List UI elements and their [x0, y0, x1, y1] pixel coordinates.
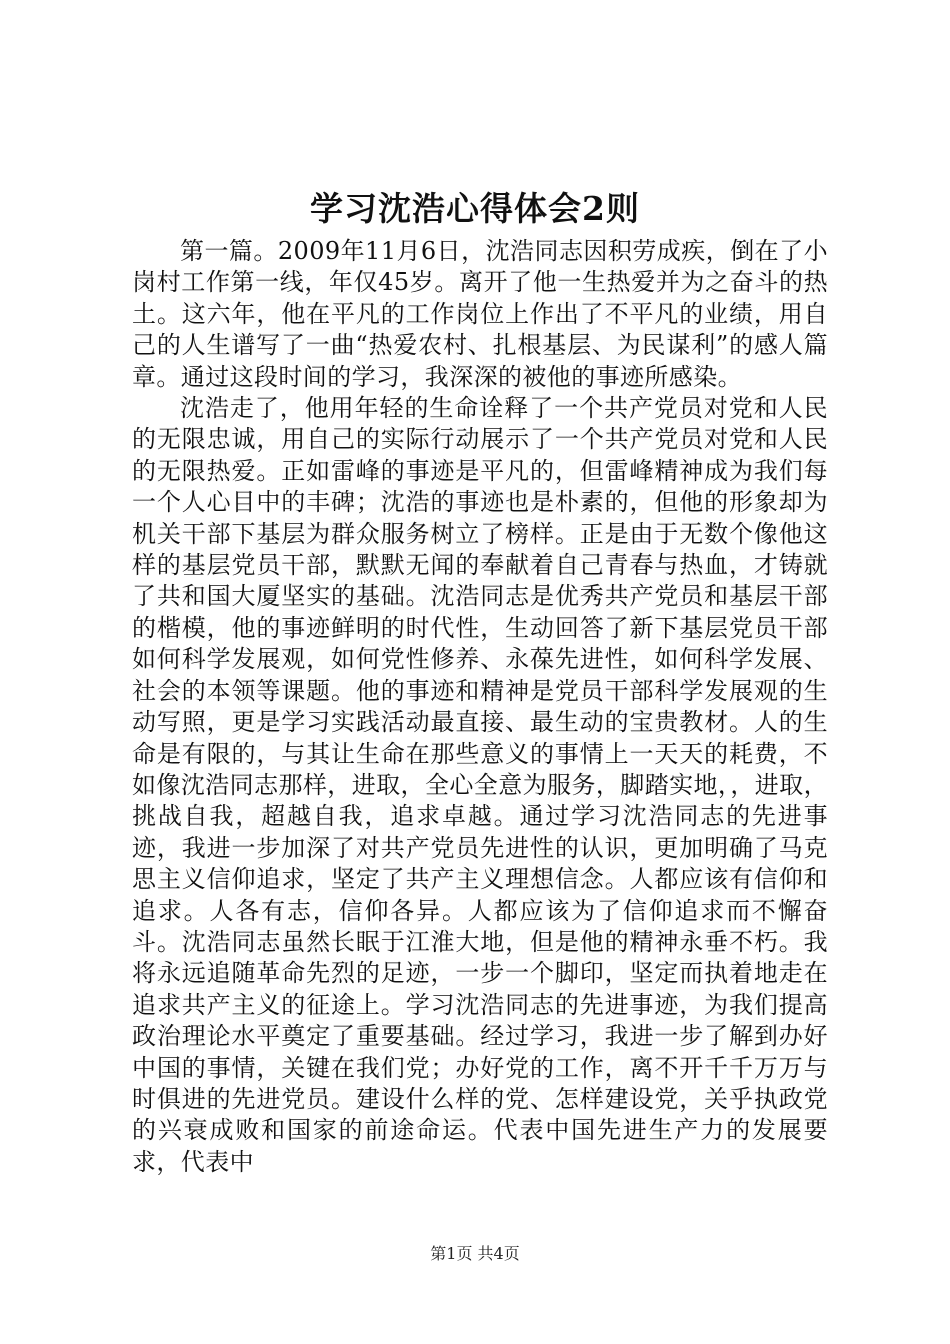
paragraph-2: 沈浩走了，他用年轻的生命诠释了一个共产党员对党和人民的无限忠诚，用自己的实际行动展示了一个共产党员对党和人民的无限热爱。正如雷峰的事迹是平凡的，但雷峰精神成为我们每一个人心目中的丰碑；沈浩的事迹也是朴素的，但他的形象却为机关干部下基层为群众服务树立了榜样。正是由于无数个像他这样的基层党员干部，默默无闻的奉献着自己青春与热血，才铸就了共和国大厦坚实的基础。沈浩同志是优秀共产党员和基层干部的楷模，他的事迹鲜明的时代性，生动回答了新下基层党员干部如何科学发展观，如何党性修养、永葆先进性，如何科学发展、社会的本领等课题。他的事迹和精神是党员干部科学发展观的生动写照，更是学习实践活动最直接、最生动的宝贵教材。人的生命是有限的，与其让生命在那些意义的事情上一天天的耗费，不如像沈浩同志那样，进取，全心全意为服务，脚踏实地，，进取，挑战自我，超越自我，追求卓越。通过学习沈浩同志的先进事迹，我进一步加深了对共产党员先进性的认识，更加明确了马克思主义信仰追求，坚定了共产主义理想信念。人都应该有信仰和追求。人各有志，信仰各异。人都应该为了信仰追求而不懈奋斗。沈浩同志虽然长眠于江淮大地，但是他的精神永垂不朽。我将永远追随革命先烈的足迹，一步一个脚印，坚定而执着地走在追求共产主义的征途上。学习沈浩同志的先进事迹，为我们提高政治理论水平奠定了重要基础。经过学习，我进一步了解到办好中国的事情，关键在我们党；办好党的工作，离不开千千万万与时俱进的先进党员。建设什么样的党、怎样建设党，关乎执政党的兴衰成败和国家的前途命运。代表中国先进生产力的发展要求，代表中: [132, 394, 828, 1176]
document-title: 学习沈浩心得体会2则: [310, 189, 640, 228]
page-number-footer: 第1页 共4页: [430, 1244, 520, 1263]
paragraph-1: 第一篇。2009年11月6日，沈浩同志因积劳成疾，倒在了小岗村工作第一线，年仅45岁。离开了他一生热爱并为之奋斗的热土。这六年，他在平凡的工作岗位上作出了不平凡的业绩，用自己的人生谱写了一曲“热爱农村、扎根基层、为民谋利”的感人篇章。通过这段时间的学习，我深深的被他的事迹所感染。: [132, 237, 828, 391]
document-body: [132, 236, 828, 1178]
